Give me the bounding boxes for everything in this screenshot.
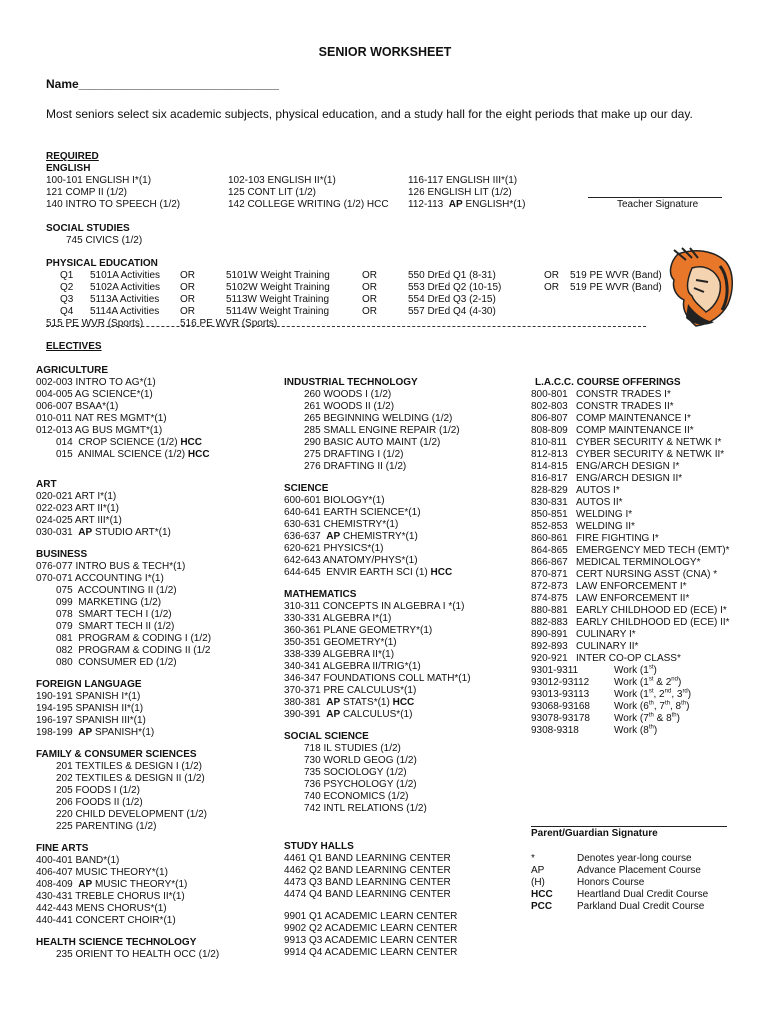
lacc-course-row <box>531 437 730 449</box>
legend-meaning: Advance Placement Course <box>577 865 701 876</box>
foreign-language-heading: FOREIGN LANGUAGE <box>36 679 142 690</box>
course-line: 020-021 ART I*(1) <box>36 491 117 502</box>
english-heading: ENGLISH <box>46 163 91 174</box>
lacc-course-row <box>531 605 730 617</box>
course-title: EARLY CHILDHOOD ED (ECE) II* <box>576 617 730 628</box>
course-line: 290 BASIC AUTO MAINT (1/2) <box>304 437 441 448</box>
course-title: WELDING I* <box>576 509 633 520</box>
pe-row-q3: Q3 5113A Activities OR 5113W Weight Training OR 554 DrEd Q3 (2-15) <box>60 294 496 305</box>
work-label: Work (1st, 2nd, 3rd) <box>614 688 692 700</box>
course-line: 225 PARENTING (1/2) <box>56 821 157 832</box>
course-line: 430-431 TREBLE CHORUS II*(1) <box>36 891 185 902</box>
course-line: 276 DRAFTING II (1/2) <box>304 461 407 472</box>
course-line: 202 TEXTILES & DESIGN II (1/2) <box>56 773 205 784</box>
legend-symbol: PCC <box>531 901 553 912</box>
lacc-course-row <box>531 593 730 605</box>
course-line: 006-007 BSAA*(1) <box>36 401 119 412</box>
pe-footer-row: 515 PE WVR (Sports) 516 PE WVR (Sports) <box>46 318 278 329</box>
course-line: 081 PROGRAM & CODING I (1/2) <box>56 633 212 644</box>
work-code: 93068-93168 <box>531 701 590 712</box>
course-line: 630-631 CHEMISTRY*(1) <box>284 519 399 530</box>
lacc-course-row <box>531 581 730 593</box>
work-list <box>531 665 730 737</box>
course-code: 830-831 <box>531 497 568 508</box>
course-code: 890-891 <box>531 629 568 640</box>
course-code: 880-881 <box>531 605 568 616</box>
course-line: 220 CHILD DEVELOPMENT (1/2) <box>56 809 207 820</box>
electives-col2 <box>284 377 471 959</box>
section-divider <box>46 326 646 327</box>
lacc-course-row <box>531 473 730 485</box>
course-code: 816-817 <box>531 473 568 484</box>
course-line: 740 ECONOMICS (1/2) <box>304 791 409 802</box>
course-line: 235 ORIENT TO HEALTH OCC (1/2) <box>56 949 220 960</box>
course-code: 850-851 <box>531 509 568 520</box>
legend-row <box>531 889 708 901</box>
course-code: 920-921 <box>531 653 568 664</box>
fine-arts-heading: FINE ARTS <box>36 843 89 854</box>
lacc-course-row <box>531 521 730 533</box>
course-line: 075 ACCOUNTING II (1/2) <box>56 585 177 596</box>
civics-line: 745 CIVICS (1/2) <box>66 235 143 246</box>
course-line: 9913 Q3 ACADEMIC LEARN CENTER <box>284 935 458 946</box>
lacc-course-row <box>531 389 730 401</box>
course-line: 9902 Q2 ACADEMIC LEARN CENTER <box>284 923 458 934</box>
legend-row <box>531 865 708 877</box>
course-title: FIRE FIGHTING I* <box>576 533 659 544</box>
course-line: 340-341 ALGEBRA II/TRIG*(1) <box>284 661 421 672</box>
course-title: ENG/ARCH DESIGN II* <box>576 473 683 484</box>
course-code: 828-829 <box>531 485 568 496</box>
parent-signature-line <box>531 826 727 827</box>
course-line: 4462 Q2 BAND LEARNING CENTER <box>284 865 451 876</box>
intro-text: Most seniors select six academic subjects, physical education, and a study hall for the eight periods that make up our day. <box>46 107 693 121</box>
lacc-course-row <box>531 617 730 629</box>
course-title: CULINARY II* <box>576 641 639 652</box>
work-row <box>531 689 730 701</box>
fcs-heading: FAMILY & CONSUMER SCIENCES <box>36 749 197 760</box>
lacc-course-row <box>531 413 730 425</box>
course-title: CONSTR TRADES I* <box>576 389 671 400</box>
work-label: Work (1st) <box>614 664 657 676</box>
lacc-course-row <box>531 629 730 641</box>
course-line: 360-361 PLANE GEOMETRY*(1) <box>284 625 433 636</box>
legend-meaning: Parkland Dual Credit Course <box>577 901 705 912</box>
course-code: 870-871 <box>531 569 568 580</box>
course-line: 330-331 ALGEBRA I*(1) <box>284 613 392 624</box>
work-code: 93012-93112 <box>531 677 590 688</box>
course-line: 338-339 ALGEBRA II*(1) <box>284 649 395 660</box>
social-science-heading: SOCIAL SCIENCE <box>284 731 369 742</box>
lacc-course-row <box>531 545 730 557</box>
course-title: MEDICAL TERMINOLOGY* <box>576 557 701 568</box>
course-line: 730 WORLD GEOG (1/2) <box>304 755 417 766</box>
course-line: 636-637 AP CHEMISTRY*(1) <box>284 531 418 542</box>
course-line: 112-113 AP ENGLISH*(1) <box>408 199 526 210</box>
course-line: 125 CONT LIT (1/2) <box>228 187 316 198</box>
social-studies-heading: SOCIAL STUDIES <box>46 223 130 234</box>
course-line: 102-103 ENGLISH II*(1) <box>228 175 336 186</box>
teacher-signature-line <box>588 197 722 198</box>
english-col1 <box>46 175 180 211</box>
work-label: Work (7th & 8th) <box>614 712 680 724</box>
lacc-course-row <box>531 485 730 497</box>
lacc-list <box>531 389 730 665</box>
warrior-mascot-logo <box>664 246 736 328</box>
art-heading: ART <box>36 479 57 490</box>
work-code: 9301-9311 <box>531 665 579 676</box>
course-line: 024-025 ART III*(1) <box>36 515 122 526</box>
course-line: 078 SMART TECH I (1/2) <box>56 609 172 620</box>
lacc-course-row <box>531 497 730 509</box>
lacc-course-row <box>531 449 730 461</box>
course-line: 082 PROGRAM & CODING II (1/2 <box>56 645 211 656</box>
course-title: INTER CO-OP CLASS* <box>576 653 681 664</box>
course-line: 620-621 PHYSICS*(1) <box>284 543 384 554</box>
course-line: 4474 Q4 BAND LEARNING CENTER <box>284 889 451 900</box>
course-code: 866-867 <box>531 557 568 568</box>
course-line: 194-195 SPANISH II*(1) <box>36 703 144 714</box>
legend-symbol: HCC <box>531 889 553 900</box>
course-title: COMP MAINTENANCE II* <box>576 425 694 436</box>
page-title: SENIOR WORKSHEET <box>318 45 452 59</box>
work-row <box>531 665 730 677</box>
course-line: 100-101 ENGLISH I*(1) <box>46 175 152 186</box>
course-line: 116-117 ENGLISH III*(1) <box>408 175 518 186</box>
english-col2 <box>228 175 389 211</box>
course-title: CULINARY I* <box>576 629 636 640</box>
course-title: ENG/ARCH DESIGN I* <box>576 461 680 472</box>
course-line: 140 INTRO TO SPEECH (1/2) <box>46 199 181 210</box>
electives-col1 <box>36 365 219 961</box>
course-code: 872-873 <box>531 581 568 592</box>
course-line: 260 WOODS I (1/2) <box>304 389 392 400</box>
course-code: 852-853 <box>531 521 568 532</box>
course-line: 126 ENGLISH LIT (1/2) <box>408 187 512 198</box>
electives-heading: ELECTIVES <box>46 341 102 352</box>
legend-row <box>531 901 708 913</box>
course-code: 892-893 <box>531 641 568 652</box>
legend-meaning: Denotes year-long course <box>577 853 692 864</box>
pe-table <box>46 270 686 330</box>
course-line: 390-391 AP CALCULUS*(1) <box>284 709 413 720</box>
work-label: Work (8th) <box>614 724 658 736</box>
work-row <box>531 677 730 689</box>
course-title: CERT NURSING ASST (CNA) * <box>576 569 718 580</box>
lacc-course-row <box>531 461 730 473</box>
teacher-signature-label: Teacher Signature <box>617 199 699 210</box>
required-heading: REQUIRED <box>46 151 99 162</box>
study-halls-heading: STUDY HALLS <box>284 841 354 852</box>
course-line: 261 WOODS II (1/2) <box>304 401 395 412</box>
course-line: 014 CROP SCIENCE (1/2) HCC <box>56 437 202 448</box>
legend-row <box>531 877 708 889</box>
course-line: 010-011 NAT RES MGMT*(1) <box>36 413 167 424</box>
course-line: 406-407 MUSIC THEORY*(1) <box>36 867 168 878</box>
work-code: 93078-93178 <box>531 713 590 724</box>
course-line: 190-191 SPANISH I*(1) <box>36 691 141 702</box>
course-title: AUTOS I* <box>576 485 620 496</box>
lacc-heading: L.A.C.C. COURSE OFFERINGS <box>535 377 681 388</box>
lacc-course-row <box>531 425 730 437</box>
course-line: 642-643 ANATOMY/PHYS*(1) <box>284 555 418 566</box>
course-line: 400-401 BAND*(1) <box>36 855 120 866</box>
course-line: 070-071 ACCOUNTING I*(1) <box>36 573 164 584</box>
course-code: 882-883 <box>531 617 568 628</box>
course-line: 440-441 CONCERT CHOIR*(1) <box>36 915 176 926</box>
course-line: 370-371 PRE CALCULUS*(1) <box>284 685 417 696</box>
lacc-course-row <box>531 557 730 569</box>
course-line: 002-003 INTRO TO AG*(1) <box>36 377 156 388</box>
course-line: 030-031 AP STUDIO ART*(1) <box>36 527 171 538</box>
work-row <box>531 713 730 725</box>
health-heading: HEALTH SCIENCE TECHNOLOGY <box>36 937 197 948</box>
course-line: 080 CONSUMER ED (1/2) <box>56 657 177 668</box>
course-code: 860-861 <box>531 533 568 544</box>
course-line: 004-005 AG SCIENCE*(1) <box>36 389 153 400</box>
work-label: Work (1st & 2nd) <box>614 676 682 688</box>
course-line: 9914 Q4 ACADEMIC LEARN CENTER <box>284 947 458 958</box>
course-line: 310-311 CONCEPTS IN ALGEBRA I *(1) <box>284 601 465 612</box>
agriculture-heading: AGRICULTURE <box>36 365 109 376</box>
course-line: 206 FOODS II (1/2) <box>56 797 143 808</box>
course-title: COMP MAINTENANCE I* <box>576 413 691 424</box>
work-row <box>531 701 730 713</box>
work-code: 93013-93113 <box>531 689 590 700</box>
legend-symbol: * <box>531 853 535 864</box>
course-title: CYBER SECURITY & NETWK II* <box>576 449 725 460</box>
course-line: 142 COLLEGE WRITING (1/2) HCC <box>228 199 389 210</box>
pe-row-q1: Q1 5101A Activities OR 5101W Weight Training OR 550 DrEd Q1 (8-31) OR 519 PE WVR (Band) <box>60 270 662 281</box>
legend <box>531 853 708 913</box>
course-code: 864-865 <box>531 545 568 556</box>
lacc-course-row <box>531 509 730 521</box>
name-field-label: Name______________________________ <box>46 77 279 91</box>
legend-meaning: Honors Course <box>577 877 645 888</box>
course-line: 012-013 AG BUS MGMT*(1) <box>36 425 163 436</box>
course-title: AUTOS II* <box>576 497 623 508</box>
pe-heading: PHYSICAL EDUCATION <box>46 258 158 269</box>
course-line: 285 SMALL ENGINE REPAIR (1/2) <box>304 425 460 436</box>
course-line: 9901 Q1 ACADEMIC LEARN CENTER <box>284 911 458 922</box>
course-title: LAW ENFORCEMENT I* <box>576 581 687 592</box>
course-code: 808-809 <box>531 425 568 436</box>
course-line: 442-443 MENS CHORUS*(1) <box>36 903 167 914</box>
course-line: 380-381 AP STATS*(1) HCC <box>284 697 415 708</box>
work-label: Work (6th, 7th, 8th) <box>614 700 690 712</box>
course-line: 022-023 ART II*(1) <box>36 503 120 514</box>
course-line: 275 DRAFTING I (1/2) <box>304 449 404 460</box>
course-code: 814-815 <box>531 461 568 472</box>
course-line: 4461 Q1 BAND LEARNING CENTER <box>284 853 451 864</box>
course-title: EARLY CHILDHOOD ED (ECE) I* <box>576 605 727 616</box>
lacc-course-row <box>531 533 730 545</box>
course-code: 812-813 <box>531 449 568 460</box>
parent-signature-label: Parent/Guardian Signature <box>531 828 658 839</box>
course-line: 644-645 ENVIR EARTH SCI (1) HCC <box>284 567 453 578</box>
course-line: 742 INTL RELATIONS (1/2) <box>304 803 427 814</box>
lacc-course-row <box>531 401 730 413</box>
course-code: 874-875 <box>531 593 568 604</box>
course-line: 015 ANIMAL SCIENCE (1/2) HCC <box>56 449 210 460</box>
legend-symbol: (H) <box>531 877 545 888</box>
course-line: 201 TEXTILES & DESIGN I (1/2) <box>56 761 202 772</box>
course-line: 600-601 BIOLOGY*(1) <box>284 495 385 506</box>
math-heading: MATHEMATICS <box>284 589 357 600</box>
course-title: LAW ENFORCEMENT II* <box>576 593 690 604</box>
course-line: 265 BEGINNING WELDING (1/2) <box>304 413 453 424</box>
course-code: 806-807 <box>531 413 568 424</box>
course-line: 198-199 AP SPANISH*(1) <box>36 727 155 738</box>
pe-row-q2: Q2 5102A Activities OR 5102W Weight Training OR 553 DrEd Q2 (10-15) OR 519 PE WVR (Band) <box>60 282 662 293</box>
lacc-course-row <box>531 653 730 665</box>
lacc-course-row <box>531 569 730 581</box>
pe-row-q4: Q4 5114A Activities OR 5114W Weight Training OR 557 DrEd Q4 (4-30) <box>60 306 496 317</box>
course-title: CONSTR TRADES II* <box>576 401 674 412</box>
course-line: 076-077 INTRO BUS & TECH*(1) <box>36 561 186 572</box>
course-line: 099 MARKETING (1/2) <box>56 597 162 608</box>
course-title: WELDING II* <box>576 521 635 532</box>
course-line: 408-409 AP MUSIC THEORY*(1) <box>36 879 188 890</box>
course-line: 346-347 FOUNDATIONS COLL MATH*(1) <box>284 673 471 684</box>
course-line: 718 IL STUDIES (1/2) <box>304 743 401 754</box>
course-line: 205 FOODS I (1/2) <box>56 785 140 796</box>
course-line: 350-351 GEOMETRY*(1) <box>284 637 397 648</box>
science-heading: SCIENCE <box>284 483 329 494</box>
work-code: 9308-9318 <box>531 725 579 736</box>
course-line: 196-197 SPANISH III*(1) <box>36 715 146 726</box>
industrial-heading: INDUSTRIAL TECHNOLOGY <box>284 377 418 388</box>
course-line: 079 SMART TECH II (1/2) <box>56 621 175 632</box>
business-heading: BUSINESS <box>36 549 88 560</box>
lacc-course-row <box>531 641 730 653</box>
legend-row <box>531 853 708 865</box>
english-col3 <box>408 175 525 211</box>
course-line: 736 PSYCHOLOGY (1/2) <box>304 779 417 790</box>
course-code: 810-811 <box>531 437 567 448</box>
course-code: 800-801 <box>531 389 568 400</box>
course-title: CYBER SECURITY & NETWK I* <box>576 437 722 448</box>
work-row <box>531 725 730 737</box>
legend-meaning: Heartland Dual Credit Course <box>577 889 709 900</box>
electives-col3 <box>531 377 730 737</box>
course-code: 802-803 <box>531 401 568 412</box>
course-line: 640-641 EARTH SCIENCE*(1) <box>284 507 421 518</box>
course-title: EMERGENCY MED TECH (EMT)* <box>576 545 730 556</box>
course-line: 4473 Q3 BAND LEARNING CENTER <box>284 877 451 888</box>
legend-symbol: AP <box>531 865 545 876</box>
course-line: 735 SOCIOLOGY (1/2) <box>304 767 407 778</box>
course-line: 121 COMP II (1/2) <box>46 187 127 198</box>
